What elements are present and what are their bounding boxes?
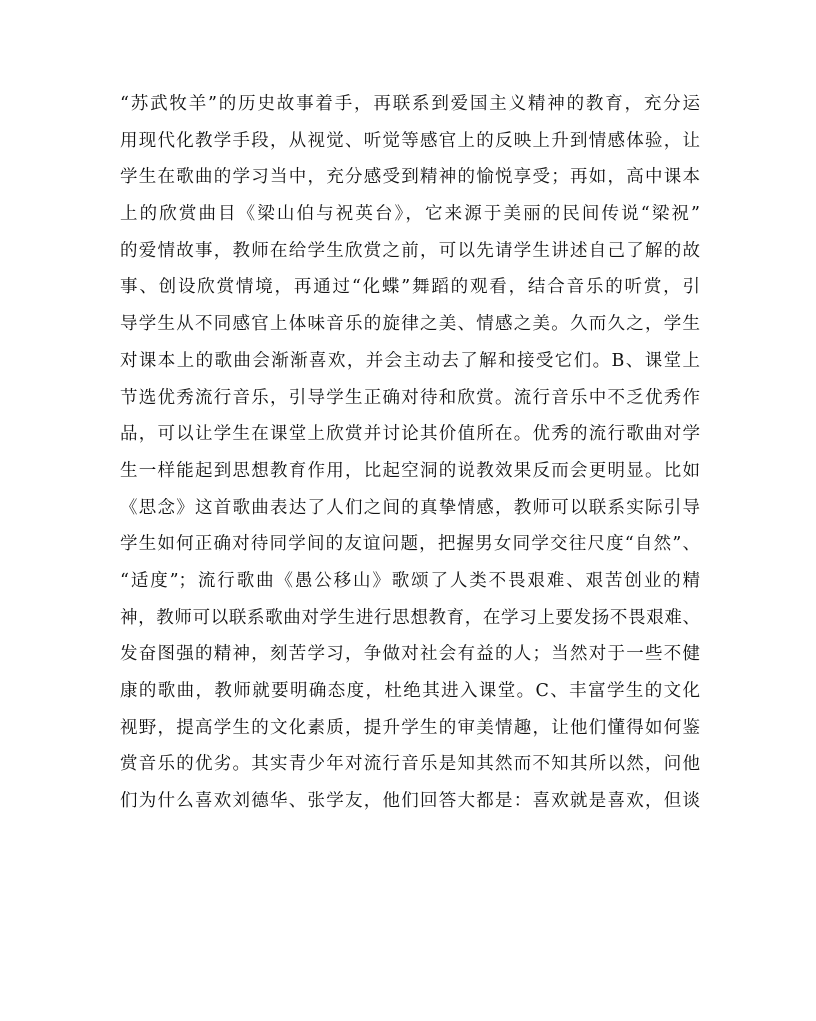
- text-line-16: 发奋图强的精神，刻苦学习，争做对社会有益的人；当然对于一些不健: [120, 644, 700, 665]
- text-line-20: 们为什么喜欢刘德华、张学友，他们回答大都是：喜欢就是喜欢，但谈: [120, 791, 700, 812]
- text-line-8: 对课本上的歌曲会渐渐喜欢，并会主动去了解和接受它们。B、课堂上: [120, 350, 700, 371]
- text-line-9: 节选优秀流行音乐，引导学生正确对待和欣赏。流行音乐中不乏优秀作: [120, 387, 700, 408]
- text-line-14: “适度”；流行歌曲《愚公移山》歌颂了人类不畏艰难、艰苦创业的精: [120, 570, 700, 591]
- body-text: [120, 86, 700, 820]
- text-line-6: 事、创设欣赏情境，再通过“化蝶”舞蹈的观看，结合音乐的听赏，引: [120, 277, 700, 298]
- text-line-1: “苏武牧羊”的历史故事着手，再联系到爱国主义精神的教育，充分运: [120, 94, 700, 114]
- text-line-17: 康的歌曲，教师就要明确态度，杜绝其进入课堂。C、丰富学生的文化: [120, 681, 700, 701]
- text-line-19: 赏音乐的优劣。其实青少年对流行音乐是知其然而不知其所以然，问他: [120, 754, 700, 775]
- text-line-13: 学生如何正确对待同学间的友谊问题，把握男女同学交往尺度“自然”、: [120, 534, 700, 555]
- text-line-11: 生一样能起到思想教育作用，比起空洞的说教效果反而会更明显。比如: [120, 460, 700, 481]
- text-line-18: 视野，提高学生的文化素质，提升学生的审美情趣，让他们懂得如何鉴: [120, 717, 700, 738]
- text-line-10: 品，可以让学生在课堂上欣赏并讨论其价值所在。优秀的流行歌曲对学: [120, 424, 700, 445]
- text-line-7: 导学生从不同感官上体味音乐的旋律之美、情感之美。久而久之，学生: [120, 314, 700, 335]
- text-line-12: 《思念》这首歌曲表达了人们之间的真挚情感，教师可以联系实际引导: [120, 497, 700, 518]
- text-line-2: 用现代化教学手段，从视觉、听觉等感官上的反映上升到情感体验，让: [120, 130, 700, 151]
- text-line-5: 的爱情故事，教师在给学生欣赏之前，可以先请学生讲述自己了解的故: [120, 240, 700, 261]
- text-line-3: 学生在歌曲的学习当中，充分感受到精神的愉悦享受；再如，高中课本: [120, 167, 700, 188]
- text-line-15: 神，教师可以联系歌曲对学生进行思想教育，在学习上要发扬不畏艰难、: [120, 607, 700, 628]
- text-line-4: 上的欣赏曲目《梁山伯与祝英台》，它来源于美丽的民间传说“梁祝”: [120, 204, 700, 225]
